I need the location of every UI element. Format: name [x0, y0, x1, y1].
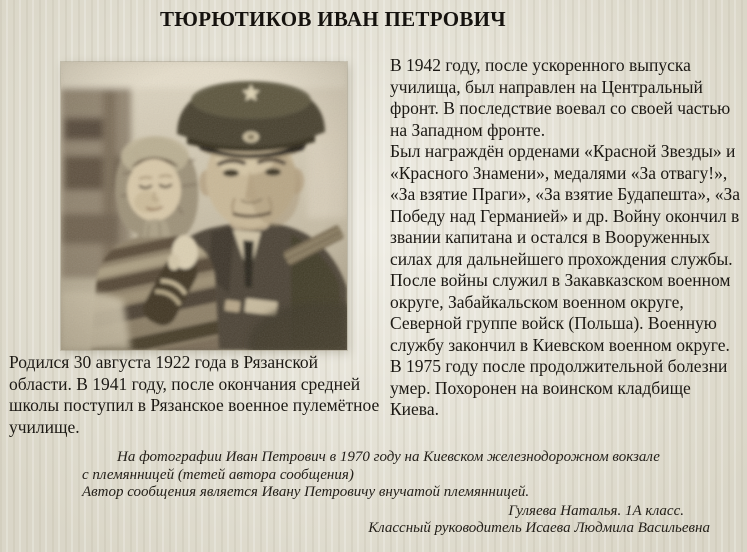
- photo-caption: [82, 449, 722, 502]
- attribution-author: Гуляева Наталья. 1А класс.: [508, 503, 684, 519]
- caption-line-3: Автор сообщения является Ивану Петровичу внучатой племянницей.: [82, 484, 530, 501]
- attribution-block: [240, 503, 710, 538]
- biography-right-column: [390, 55, 742, 421]
- biography-left-column: [9, 352, 381, 438]
- page-title: ТЮРЮТИКОВ ИВАН ПЕТРОВИЧ: [159, 7, 507, 31]
- portrait-photo: [61, 62, 347, 350]
- portrait-photo-illustration: [61, 62, 347, 350]
- bio-paragraph-war: В 1942 году, после ускоренного выпуска училища, был направлен на Центральный фронт. В последствие воевал со своей частью на Западном фронте.: [390, 55, 731, 140]
- bio-paragraph-birth: Родился 30 августа 1922 года в Рязанской области. В 1941 году, после окончания средней школы поступил в Рязанское военное пулемётное училище.: [9, 352, 380, 437]
- caption-line-2: с племянницей (тетей автора сообщения): [82, 466, 354, 483]
- caption-line-1: На фотографии Иван Петрович в 1970 году на Киевском железнодорожном вокзале: [117, 449, 660, 465]
- photo-grain: [61, 62, 347, 350]
- bio-paragraph-awards: Был награждён орденами «Красной Звезды» и «Красного Знамени», медалями «За отвагу!», «За взятие Праги», «За взятие Будапешта», «За Победу над Германией» и др. Войну окончил в звании капитана и остался в Вооруженных силах для дальнейшего прохождения службы. После войны служил в Закавказском военном округе, Забайкальском военном округе, Северной группе войск (Польша). Военную службу закончил в Киевском военном округе. В 1975 году после продолжительной болезни умер. Похоронен на воинском кладбище Киева.: [390, 141, 740, 419]
- attribution-teacher: Классный руководитель Исаева Людмила Васильевна: [368, 520, 710, 537]
